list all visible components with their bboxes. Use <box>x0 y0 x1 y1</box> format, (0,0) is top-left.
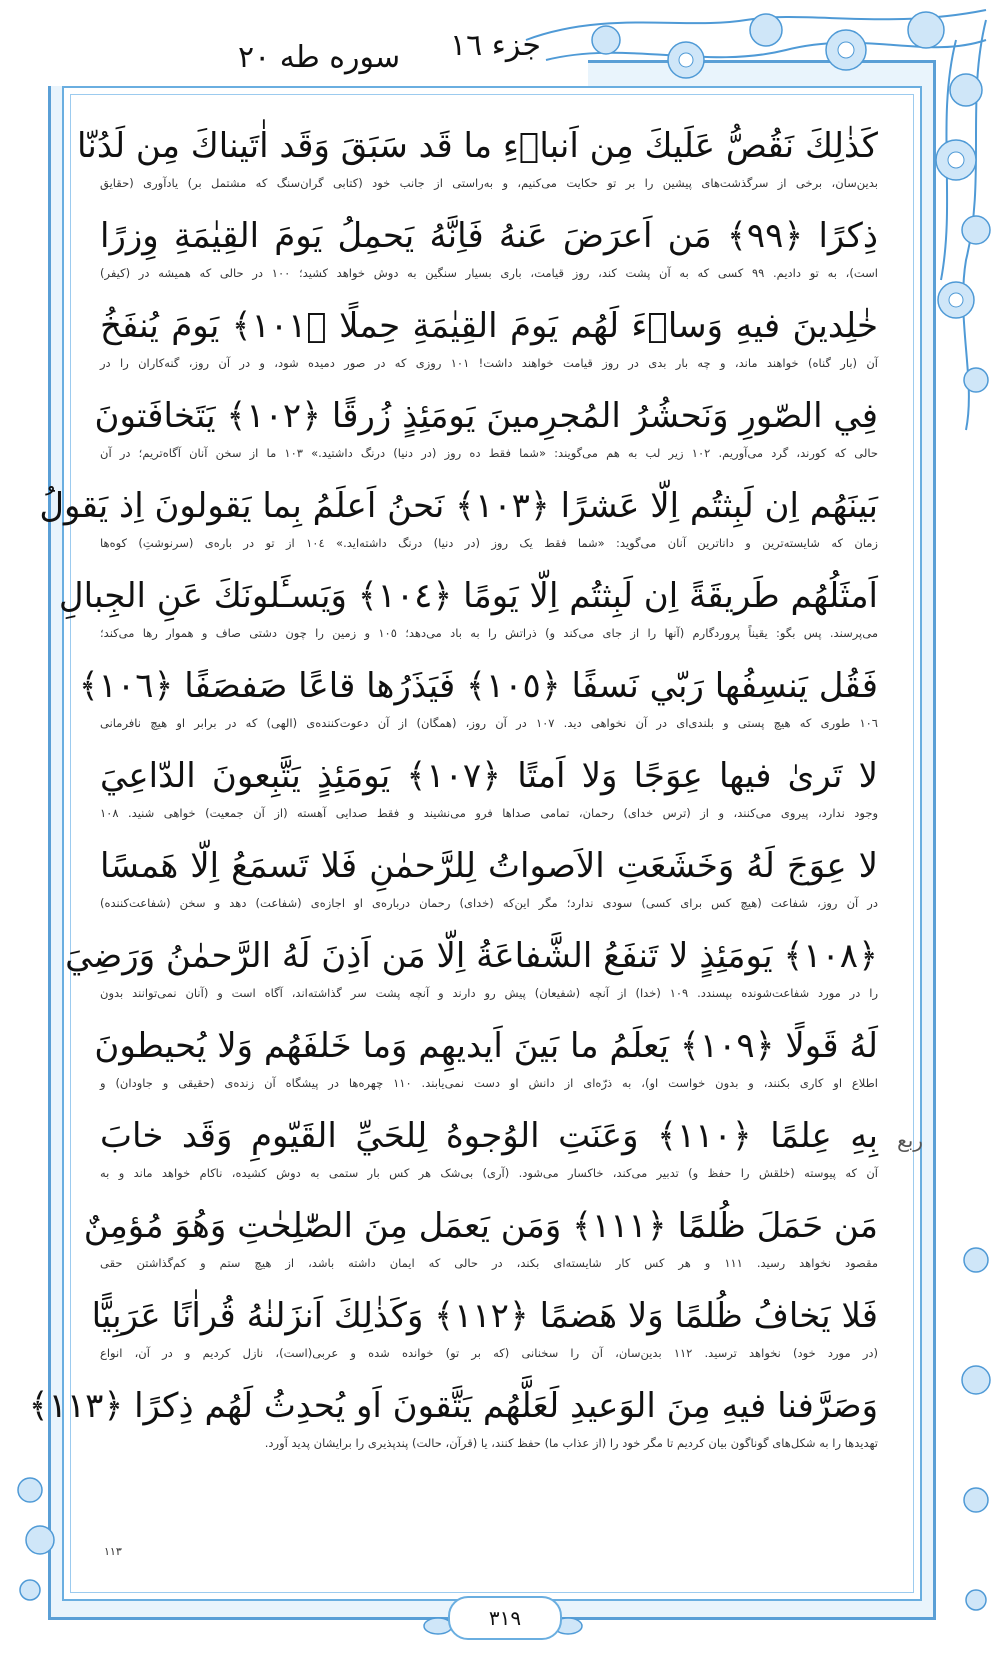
footer-verse-count: ١١٣ <box>104 1545 122 1558</box>
translation-line: (در مورد خود) نخواهد ترسید. ١١٢ بدین‌سان، آن را سخنانی (که بر تو) خوانده شده و عربی(است)، نازل کردیم و در آن، انواع <box>100 1346 878 1360</box>
verse-line: فَلا يَخافُ ظُلمًا وَلا هَضمًا ﴿١١٢﴾ وَكَذٰلِكَ اَنزَلنٰهُ قُراٰنًا عَرَبِيًّا <box>91 1296 878 1336</box>
translation-line: را در مورد شفاعت‌شونده بپسندد. ١٠٩ (خدا) از آنچه (شفیعان) پیش رو دارند و آنچه پشت سر گذاشته‌اند، آگاه است و (آنان نمی‌توانند بدون <box>100 986 878 1000</box>
surah-label: سوره طه ٢٠ <box>238 40 401 75</box>
translation-line: ١٠٦ طوری که هیچ پستی و بلندی‌ای در آن نخواهی دید. ١٠٧ در آن روز، (همگان) از آن دعوت‌کننده‌ی (الهی) که در برابر او هیچ نافرمانی <box>100 716 878 730</box>
verse-line: لَهُ قَولًا ﴿١٠٩﴾ يَعلَمُ ما بَينَ اَيديهِم وَما خَلفَهُم وَلا يُحيطونَ <box>94 1026 878 1066</box>
rub-marker: ربع <box>897 1128 923 1152</box>
translation-line: بدین‌سان، برخی از سرگذشت‌های پیشین را بر تو حکایت می‌کنیم، و به‌راستی از جانب خود (کتابی گران‌سنگ که مشتمل بر) یادآوری (حقایق <box>100 176 878 190</box>
translation-line: است)، به تو دادیم. ٩٩ کسی که به آن پشت کند، روز قیامت، باری بسیار سنگین به دوش خواهد کشید؛ ١٠٠ در حالی که همیشه در (کیفر) <box>100 266 878 280</box>
verse-line: ذِكرًا ﴿٩٩﴾ مَن اَعرَضَ عَنهُ فَاِنَّهُ يَحمِلُ يَومَ القِيٰمَةِ وِزرًا <box>100 216 879 256</box>
translation-line: اطلاع او کاری بکنند، و بدون خواست او)، به ذرّه‌ای از دانش او دست نمی‌یابند. ١١٠ چهره‌ها در پیشگاه آن زنده‌ی (حقیقی و جاودان) و <box>100 1076 879 1090</box>
translation-line: در آن روز، شفاعت (هیچ کس برای کسی) سودی ندارد؛ مگر این‌که (خدای) رحمان درباره‌ی او اجازه‌ی (شفاعت) دهد و سخن (شفاعت‌کننده) <box>100 896 878 910</box>
verse-line: لا عِوَجَ لَهُ وَخَشَعَتِ الاَصواتُ لِلرَّحمٰنِ فَلا تَسمَعُ اِلّا هَمسًا <box>100 846 878 886</box>
juz-label: جزء ١٦ <box>450 28 541 63</box>
translation-line: حالی که کورند، گرد می‌آوریم. ١٠٢ زیر لب به هم می‌گویند: «شما فقط ده روز (در دنیا) درنگ داشتید.» ١٠٣ ما از سخن آنان آگاه‌تریم؛ در آن <box>100 446 878 460</box>
translation-line: مقصود نخواهد رسید. ١١١ و هر کس کار شایسته‌ای بکند، در حالی که ایمان داشته باشد، از هیچ ستم و کم‌گذاشتن حقی <box>100 1256 878 1270</box>
verse-line: ﴿١٠٨﴾ يَومَئِذٍ لا تَنفَعُ الشَّفاعَةُ اِلّا مَن اَذِنَ لَهُ الرَّحمٰنُ وَرَضِيَ <box>65 936 878 976</box>
verse-line: خٰلِدينَ فيهِ وَساۤءَ لَهُم يَومَ القِيٰمَةِ حِملًا ﴿١٠١﴾ يَومَ يُنفَخُ <box>100 306 878 346</box>
page-number: ٣١٩ <box>448 1596 562 1640</box>
verse-line: لا تَرىٰ فيها عِوَجًا وَلا اَمتًا ﴿١٠٧﴾ يَومَئِذٍ يَتَّبِعونَ الدّاعِيَ <box>100 756 878 796</box>
right-edge-ornament <box>946 1180 1006 1620</box>
translation-line: آن که پیوسته (خلقش را حفظ و) تدبیر می‌کند، خاکسار می‌شود. (آری) بی‌شک هر کس بار ستمی به دوش کشیده، ناکام خواهد ماند و به <box>100 1166 878 1180</box>
verse-line: اَمثَلُهُم طَريقَةً اِن لَبِثتُم اِلّا يَومًا ﴿١٠٤﴾ وَيَسـَٔلونَكَ عَنِ الجِبالِ <box>58 576 878 616</box>
verse-line: كَذٰلِكَ نَقُصُّ عَلَيكَ مِن اَنباۤءِ ما قَد سَبَقَ وَقَد اٰتَيناكَ مِن لَدُنّا <box>77 126 878 166</box>
translation-line: وجود ندارد، پیروی می‌کنند، و از (ترس خدای) رحمان، تمامی صداها فرو می‌نشیند و فقط صدایی آهسته (از آن جمعیت) خواهی شنید. ١٠٨ <box>100 806 878 820</box>
translation-line: می‌پرسند. پس بگو: یقیناً پروردگارم (آنها را از جای می‌کند و) ذراتش را به باد می‌دهد؛ ١٠٥ و زمین را چون دشتی صاف و هموار رها می‌کند؛ <box>100 626 878 640</box>
bottom-left-ornament <box>0 1460 80 1620</box>
verse-line: وَصَرَّفنا فيهِ مِنَ الوَعيدِ لَعَلَّهُم يَتَّقونَ اَو يُحدِثُ لَهُم ذِكرًا ﴿١١٣﴾ <box>28 1386 878 1426</box>
verse-line: بِهِ عِلمًا ﴿١١٠﴾ وَعَنَتِ الوُجوهُ لِلحَيِّ القَيّومِ وَقَد خابَ <box>100 1116 878 1156</box>
translation-line: زمان که شایسته‌ترین و داناترین آنان می‌گوید: «شما فقط یک روز (در دنیا) درنگ داشته‌اید.» ١٠٤ از تو در باره‌ی (سرنوشتِ) کوه‌ها <box>100 536 878 550</box>
translation-line: آن (بار گناه) خواهند ماند، و چه بار بدی در روز قیامت خواهند داشت! ١٠١ روزی که در صور دمیده شود، و در آن روز، گنه‌کاران را در <box>100 356 878 370</box>
verse-line: مَن حَمَلَ ظُلمًا ﴿١١١﴾ وَمَن يَعمَل مِنَ الصّٰلِحٰتِ وَهُوَ مُؤمِنٌ <box>83 1206 878 1246</box>
translation-line: تهدیدها را به شکل‌های گوناگون بیان کردیم تا مگر خود را (از عذاب ما) حفظ کنند، یا (قرآن، حالت) پندپذیری را برایشان پدید آورد. <box>264 1436 878 1450</box>
verse-line: فَقُل يَنسِفُها رَبّي نَسفًا ﴿١٠٥﴾ فَيَذَرُها قاعًا صَفصَفًا ﴿١٠٦﴾ <box>78 666 878 706</box>
page-text-block <box>28 120 879 1470</box>
verse-line: فِي الصّورِ وَنَحشُرُ المُجرِمينَ يَومَئِذٍ زُرقًا ﴿١٠٢﴾ يَتَخافَتونَ <box>94 396 878 436</box>
verse-line: بَينَهُم اِن لَبِثتُم اِلّا عَشرًا ﴿١٠٣﴾ نَحنُ اَعلَمُ بِما يَقولونَ اِذ يَقولُ <box>39 486 878 526</box>
